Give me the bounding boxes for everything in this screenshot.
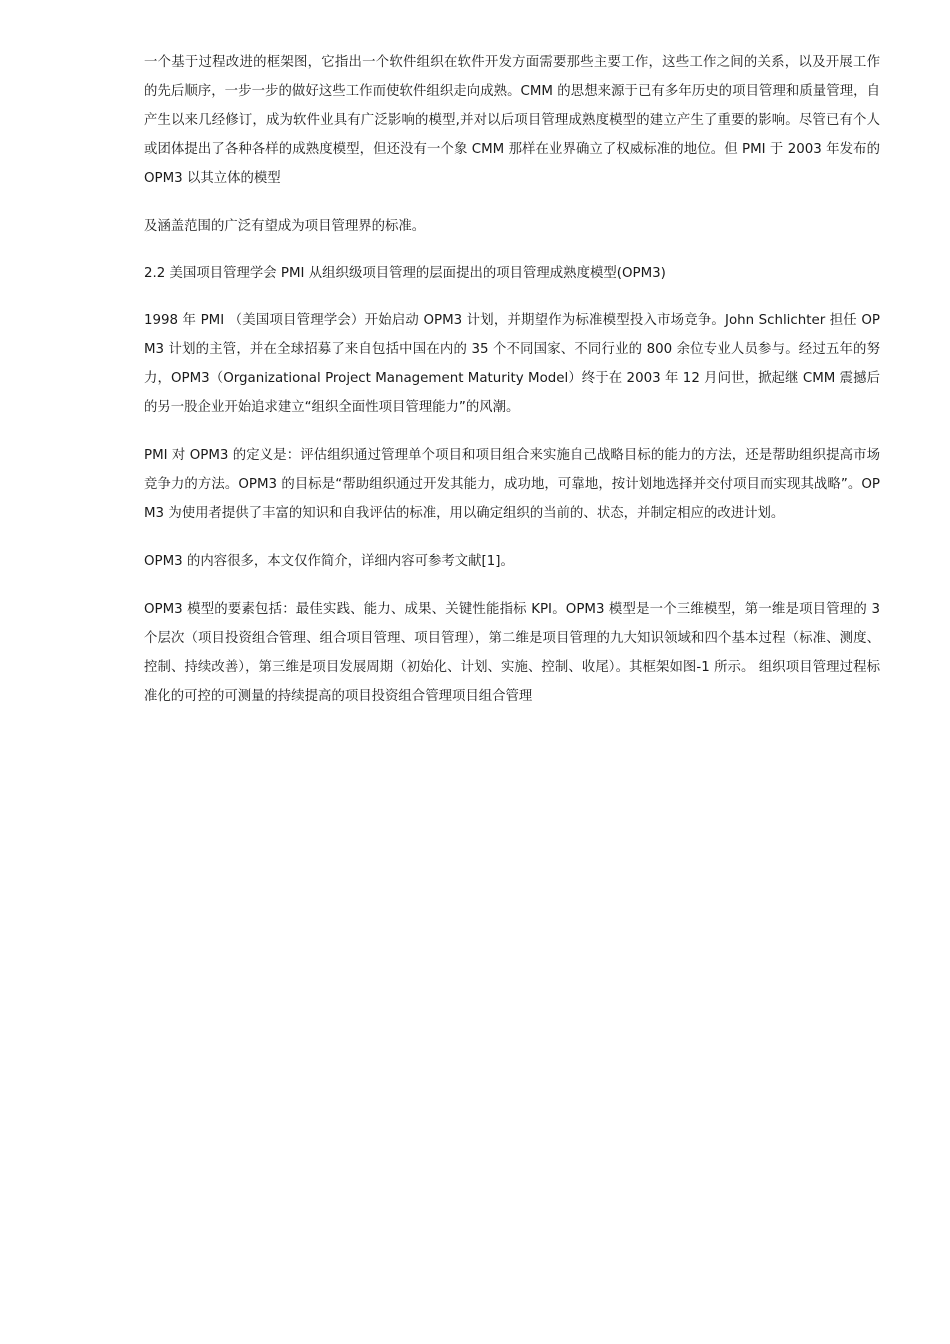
document-page	[144, 48, 880, 711]
paragraph-cmm-intro: 一个基于过程改进的框架图，它指出一个软件组织在软件开发方面需要那些主要工作，这些工作之间的关系，以及开展工作的先后顺序，一步一步的做好这些工作而使软件组织走向成熟。CMM 的思想来源于已有多年历史的项目管理和质量管理，自产生以来几经修订，成为软件业具有广泛影响的模型,并对以后项目管理成熟度模型的建立产生了重要的影响。尽管已有个人或团体提出了各种各样的成熟度模型，但还没有一个象 CMM 那样在业界确立了权威标准的地位。但 PMI 于 2003 年发布的 OPM3 以其立体的模型	[144, 55, 880, 186]
section-heading-2-2: 2.2 美国项目管理学会 PMI 从组织级项目管理的层面提出的项目管理成熟度模型(OPM3)	[144, 266, 666, 281]
paragraph-opm3-definition: PMI 对 OPM3 的定义是：评估组织通过管理单个项目和项目组合来实施自己战略目标的能力的方法，还是帮助组织提高市场竞争力的方法。OPM3 的目标是“帮助组织通过开发其能力，成功地，可靠地，按计划地选择并交付项目而实现其战略”。OPM3 为使用者提供了丰富的知识和自我评估的标准，用以确定组织的当前的、状态，并制定相应的改进计划。	[144, 448, 880, 521]
paragraph-opm3-standard: 及涵盖范围的广泛有望成为项目管理界的标准。	[144, 219, 426, 234]
paragraph-opm3-model: OPM3 模型的要素包括：最佳实践、能力、成果、关键性能指标 KPI。OPM3 模型是一个三维模型，第一维是项目管理的 3 个层次（项目投资组合管理、组合项目管理、项目管理），第二维是项目管理的九大知识领域和四个基本过程（标准、测度、控制、持续改善），第三维是项目发展周期（初始化、计划、实施、控制、收尾）。其框架如图-1 所示。 组织项目管理过程标准化的可控的可测量的持续提高的项目投资组合管理项目组合管理	[144, 602, 880, 704]
paragraph-opm3-reference: OPM3 的内容很多，本文仅作简介，详细内容可参考文献[1]。	[144, 554, 514, 569]
paragraph-opm3-history: 1998 年 PMI （美国项目管理学会）开始启动 OPM3 计划，并期望作为标准模型投入市场竞争。John Schlichter 担任 OPM3 计划的主管，并在全球招募了来自包括中国在内的 35 个不同国家、不同行业的 800 余位专业人员参与。经过五年的努力，OPM3（Organizational Project Management Maturity Model）终于在 2003 年 12 月问世，掀起继 CMM 震撼后的另一股企业开始追求建立“组织全面性项目管理能力”的风潮。	[144, 313, 880, 415]
